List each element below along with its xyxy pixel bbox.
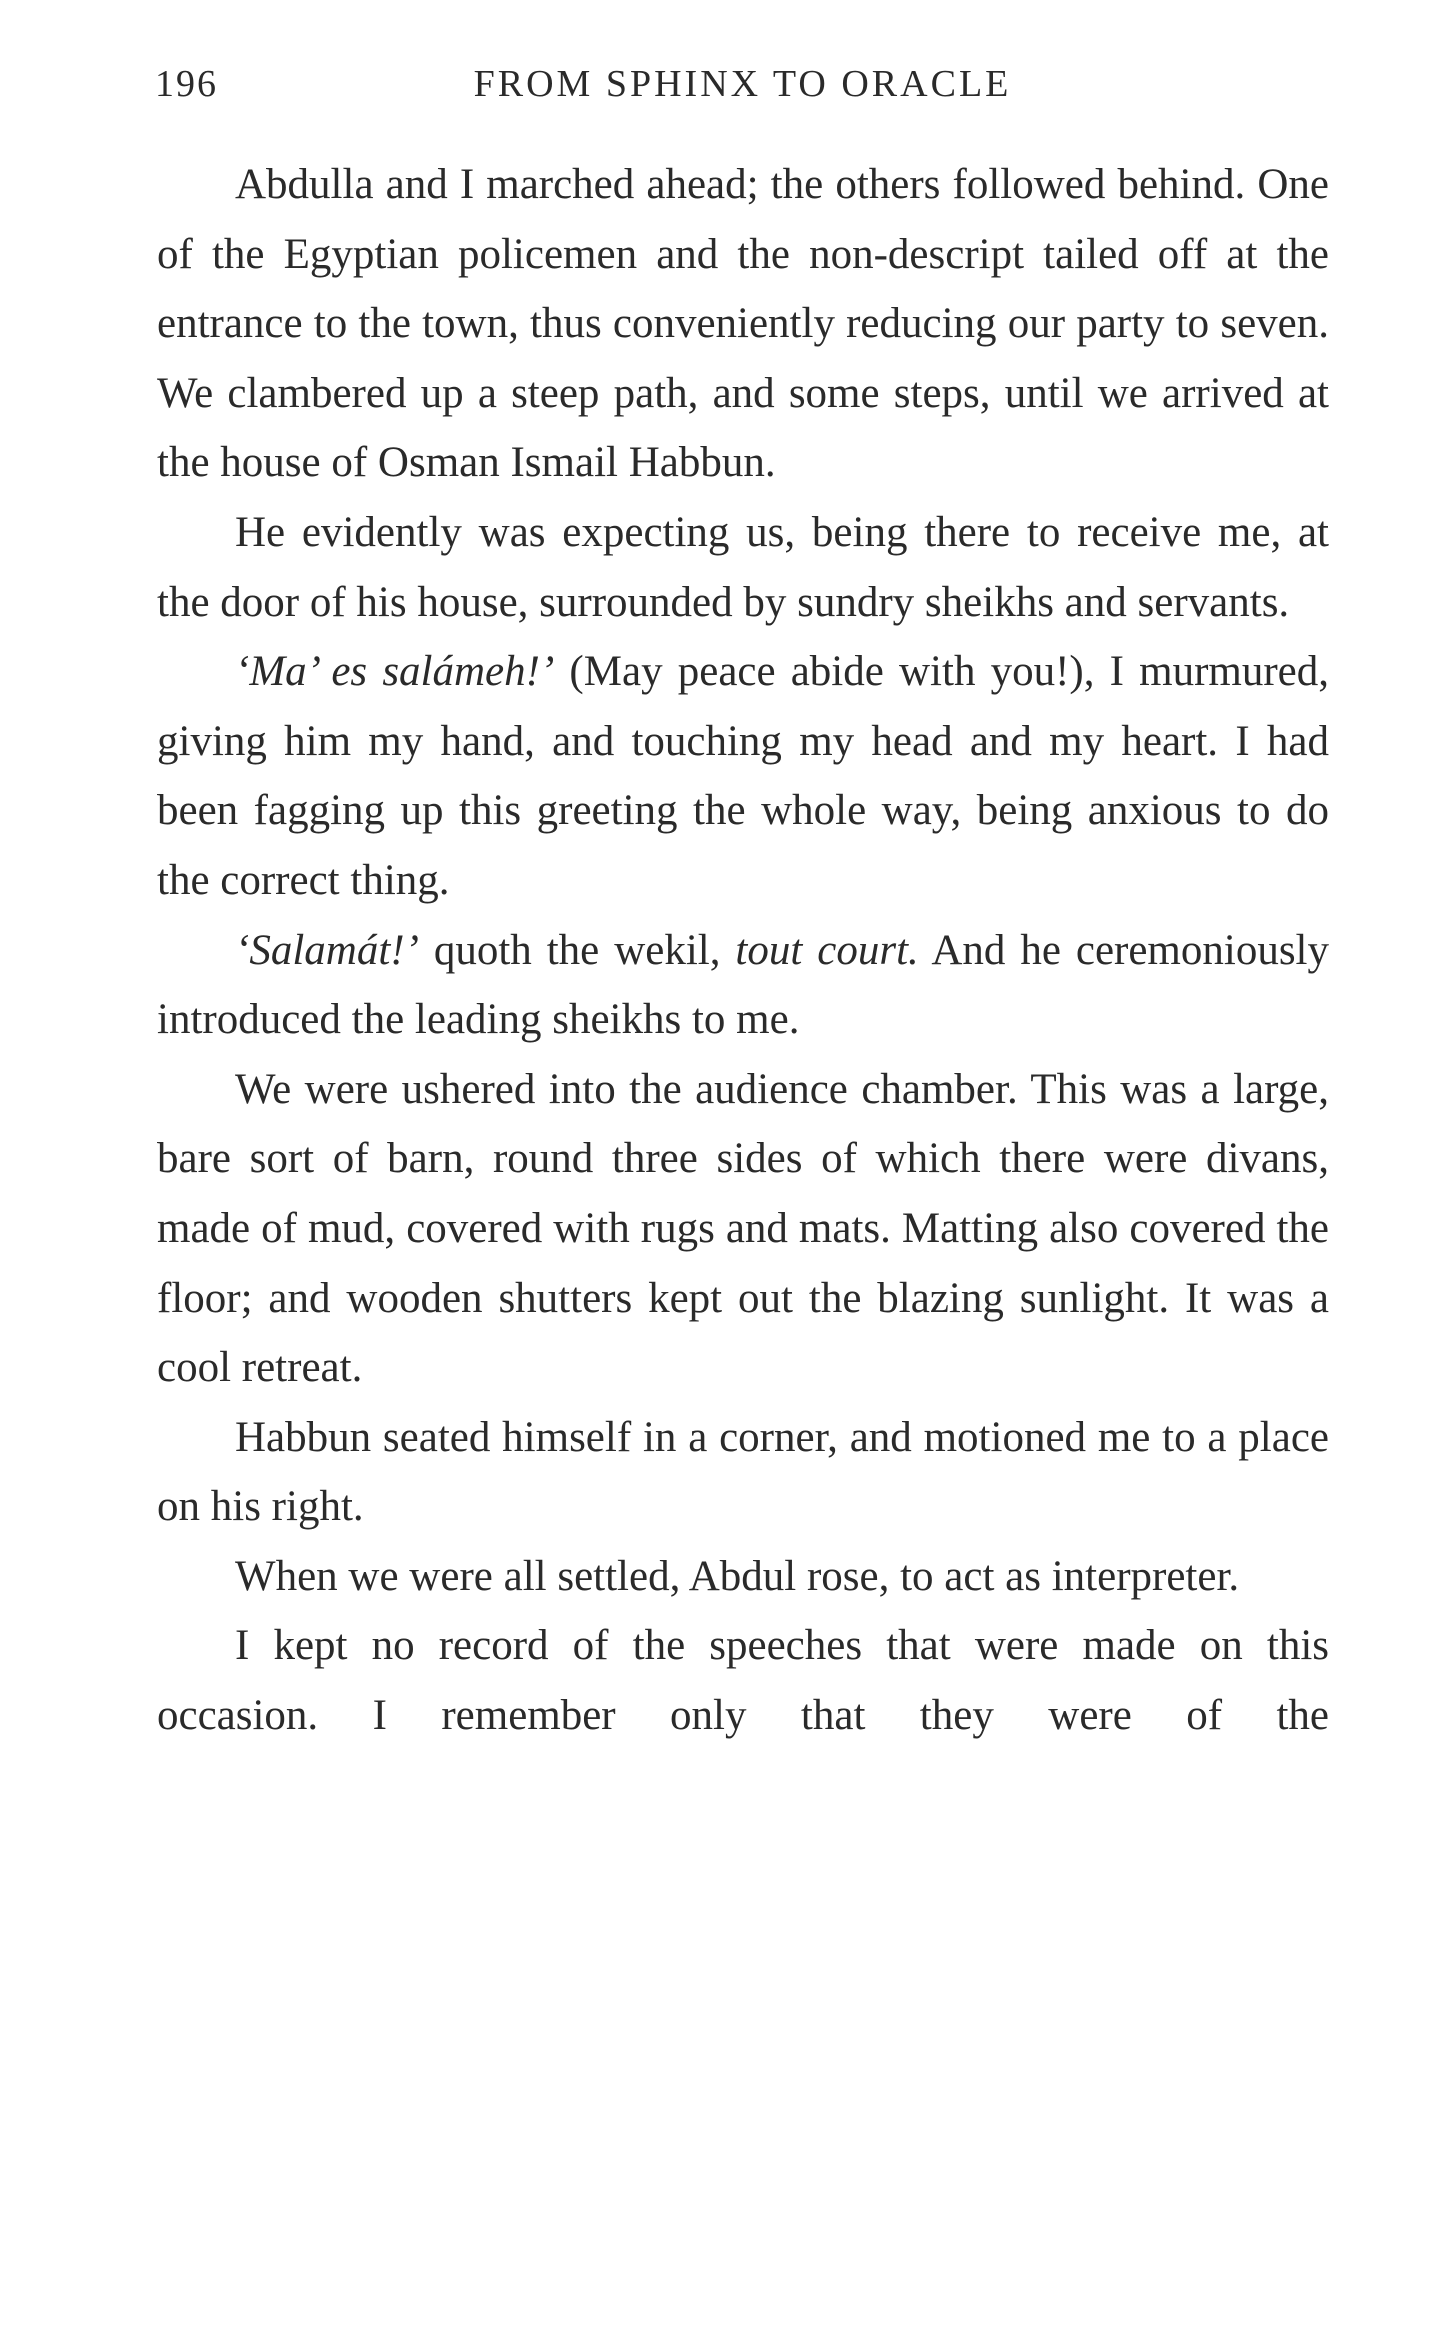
paragraph-text: And he ceremoniously introduced the leading sheikhs to me. xyxy=(157,926,1330,1044)
paragraph: Habbun seated himself in a corner, and motioned me to a place on his right. xyxy=(157,1413,1329,1531)
running-head xyxy=(155,62,1330,112)
body-text xyxy=(157,150,1329,1751)
italic-phrase: tout court. xyxy=(735,926,919,974)
italic-reply: ‘Salamát!’ xyxy=(235,926,419,974)
paragraph: When we were all settled, Abdul rose, to act as interpreter. xyxy=(235,1552,1240,1600)
paragraph: I kept no record of the speeches that were made on this occasion. I remember only that they were of the xyxy=(157,1622,1329,1740)
running-title: FROM SPHINX TO ORACLE xyxy=(473,63,1012,105)
paragraph xyxy=(157,637,1329,915)
italic-greeting: ‘Ma’ es salámeh!’ xyxy=(235,648,555,696)
paragraph: He evidently was expecting us, being there to receive me, at the door of his house, surrounded by sundry sheikhs and servants. xyxy=(157,508,1329,626)
paragraph: Abdulla and I marched ahead; the others followed behind. One of the Egyptian policemen and the non-descript tailed off at the entrance to the town, thus conveniently reducing our party to seven. We clambered up a steep path, and some steps, until we arrived at the house of Osman Ismail Habbun. xyxy=(157,161,1329,487)
paragraph-text: (May peace abide with you!), I murmured, giving him my hand, and touching my head and my heart. I had been fagging up this greeting the whole way, being anxious to do the correct thing. xyxy=(157,648,1329,904)
paragraph: We were ushered into the audience chamber. This was a large, bare sort of barn, round three sides of which there were divans, made of mud, covered with rugs and mats. Matting also covered the floor; and wooden shutters kept out the blazing sunlight. It was a cool retreat. xyxy=(157,1065,1329,1392)
paragraph-text: quoth the wekil, xyxy=(418,926,736,974)
page-number: 196 xyxy=(155,63,218,105)
paragraph xyxy=(157,916,1329,1055)
